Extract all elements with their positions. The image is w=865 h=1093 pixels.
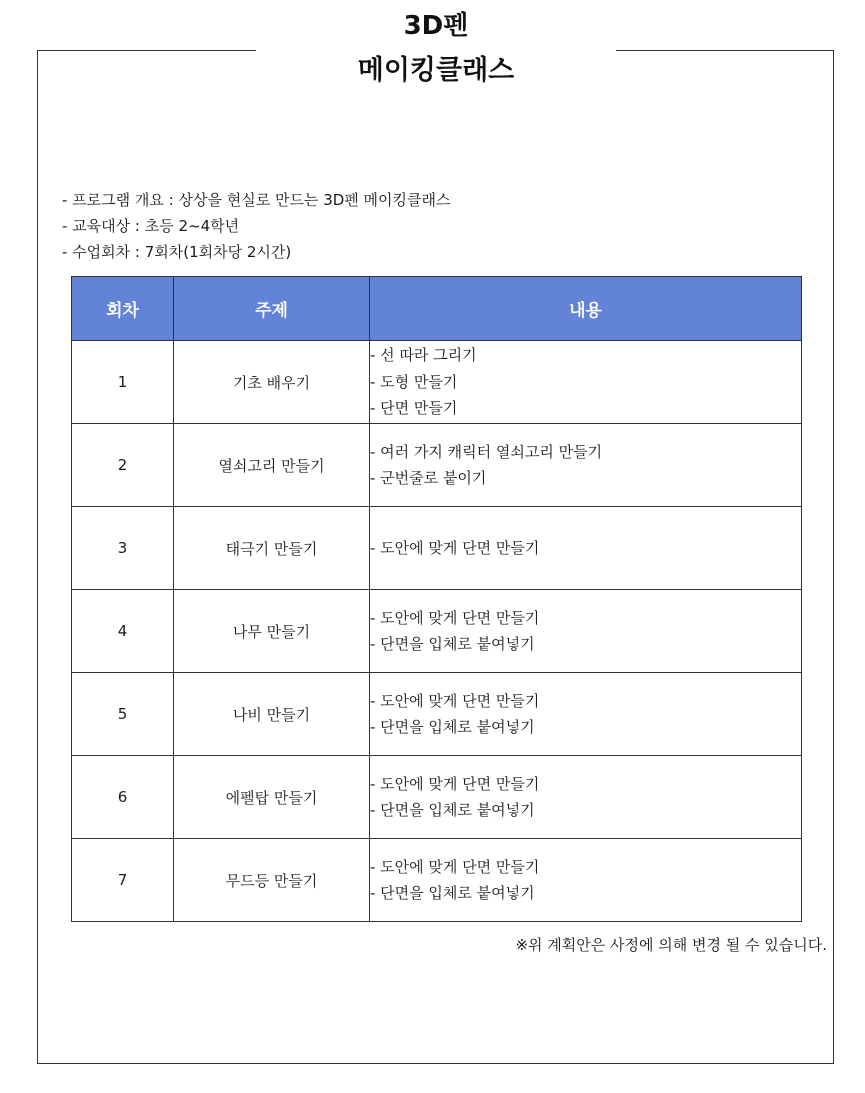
content-item: - 단면을 입체로 붙여넣기	[370, 718, 535, 736]
session-number: 7	[72, 839, 174, 922]
info-sessions: - 수업회차 : 7회차(1회차당 2시간)	[62, 243, 292, 261]
content-item: - 단면 만들기	[370, 399, 458, 418]
session-content	[370, 341, 802, 424]
session-number: 2	[72, 424, 174, 507]
table-row	[72, 590, 802, 673]
header-topic: 주제	[174, 277, 370, 341]
class-plan-table	[71, 276, 802, 922]
session-content	[370, 507, 802, 590]
page-title-line1: 3D펜	[403, 11, 469, 41]
content-item: - 도안에 맞게 단면 만들기	[370, 857, 540, 876]
info-target: - 교육대상 : 초등 2~4학년	[62, 217, 240, 235]
header-session: 회차	[72, 277, 174, 341]
session-topic: 나비 만들기	[174, 673, 370, 756]
content-item: - 도안에 맞게 단면 만들기	[370, 608, 540, 627]
session-content	[370, 839, 802, 922]
content-item: - 도형 만들기	[370, 372, 458, 391]
session-content	[370, 673, 802, 756]
session-number: 4	[72, 590, 174, 673]
page-title-line2: 메이킹클래스	[357, 55, 515, 86]
session-content	[370, 590, 802, 673]
session-topic: 나무 만들기	[174, 590, 370, 673]
session-number: 3	[72, 507, 174, 590]
content-item: - 단면을 입체로 붙여넣기	[370, 801, 535, 819]
session-content	[370, 756, 802, 839]
content-item: - 도안에 맞게 단면 만들기	[370, 691, 540, 710]
content-item: - 도안에 맞게 단면 만들기	[370, 538, 540, 557]
session-topic: 에펠탑 만들기	[174, 756, 370, 839]
content-item: - 단면을 입체로 붙여넣기	[370, 884, 535, 902]
content-item: - 선 따라 그리기	[370, 346, 477, 365]
content-item: - 군번줄로 붙이기	[370, 469, 487, 487]
table-row	[72, 507, 802, 590]
table-row	[72, 424, 802, 507]
session-number: 1	[72, 341, 174, 424]
header-content: 내용	[370, 277, 802, 341]
table-row	[72, 341, 802, 424]
session-topic: 열쇠고리 만들기	[174, 424, 370, 507]
table-row	[72, 756, 802, 839]
table-header-row	[72, 277, 802, 341]
table-row	[72, 839, 802, 922]
info-overview: - 프로그램 개요 : 상상을 현실로 만드는 3D펜 메이킹클래스	[62, 191, 451, 209]
session-topic: 무드등 만들기	[174, 839, 370, 922]
footnote: ※위 계획안은 사정에 의해 변경 될 수 있습니다.	[515, 936, 827, 954]
table-row	[72, 673, 802, 756]
content-item: - 단면을 입체로 붙여넣기	[370, 635, 535, 653]
content-item: - 도안에 맞게 단면 만들기	[370, 774, 540, 793]
session-number: 5	[72, 673, 174, 756]
session-topic: 기초 배우기	[174, 341, 370, 424]
session-content	[370, 424, 802, 507]
content-item: - 여러 가지 캐릭터 열쇠고리 만들기	[370, 442, 603, 461]
session-topic: 태극기 만들기	[174, 507, 370, 590]
program-info	[62, 187, 451, 265]
session-number: 6	[72, 756, 174, 839]
table-body	[72, 341, 802, 922]
